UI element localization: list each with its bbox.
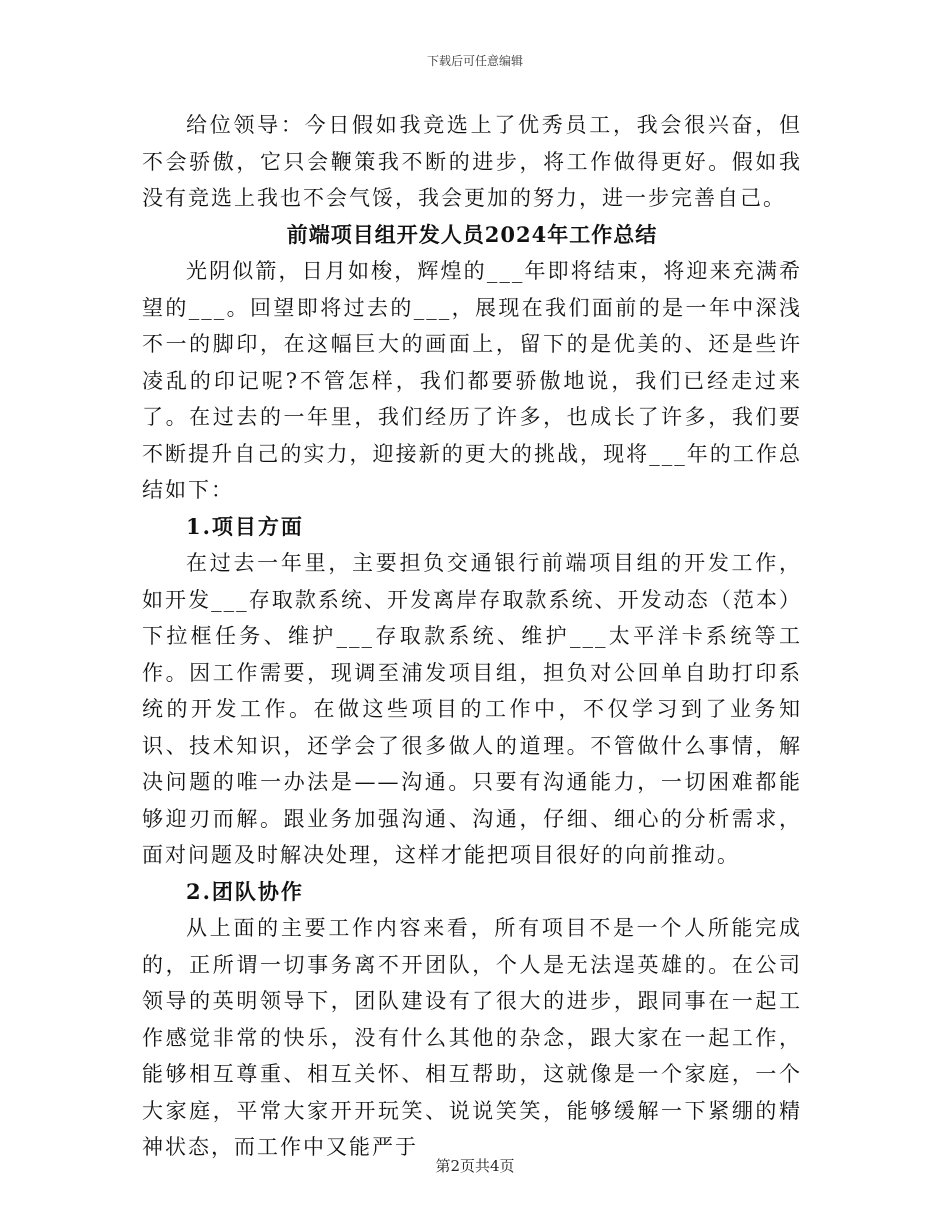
section-1-heading: 1.项目方面 [186,513,304,539]
document-body [142,107,802,1166]
page-header: 下载后可任意编辑 [426,54,523,68]
page-number: 第2页共4页 [435,1157,515,1175]
paragraph-1: 光阴似箭，日月如梭，辉煌的___年即将结束，将迎来充满希望的___。回望即将过去的___，展现在我们面前的是一年中深浅不一的脚印，在这幅巨大的画面上，留下的是优美的、还是些许凌乱的印记呢?不管怎样，我们都要骄傲地说，我们已经走过来了。在过去的一年里，我们经历了许多，也成长了许多，我们要不断提升自己的实力，迎接新的更大的挑战，现将___年的工作总结如下： [142,259,802,502]
document-title: 前端项目组开发人员2024年工作总结 [286,221,658,247]
intro-paragraph: 给位领导：今日假如我竞选上了优秀员工，我会很兴奋，但不会骄傲，它只会鞭策我不断的进步，将工作做得更好。假如我没有竞选上我也不会气馁，我会更加的努力，进一步完善自己。 [142,113,802,210]
section-2-heading: 2.团队协作 [186,878,304,904]
section-2-paragraph: 从上面的主要工作内容来看，所有项目不是一个人所能完成的，正所谓一切事务离不开团队，个人是无法逞英雄的。在公司领导的英明领导下，团队建设有了很大的进步，跟同事在一起工作感觉非常的快乐，没有什么其他的杂念，跟大家在一起工作，能够相互尊重、相互关怀、相互帮助，这就像是一个家庭，一个大家庭，平常大家开开玩笑、说说笑笑，能够缓解一下紧绷的精神状态，而工作中又能严于 [142,916,802,1159]
section-1-paragraph: 在过去一年里，主要担负交通银行前端项目组的开发工作，如开发___存取款系统、开发离岸存取款系统、开发动态（范本）下拉框任务、维护___存取款系统、维护___太平洋卡系统等工作。因工作需要，现调至浦发项目组，担负对公回单自助打印系统的开发工作。在做这些项目的工作中，不仅学习到了业务知识、技术知识，还学会了很多做人的道理。不管做什么事情，解决问题的唯一办法是——沟通。只要有沟通能力，一切困难都能够迎刃而解。跟业务加强沟通、沟通，仔细、细心的分析需求，面对问题及时解决处理，这样才能把项目很好的向前推动。 [142,551,802,867]
